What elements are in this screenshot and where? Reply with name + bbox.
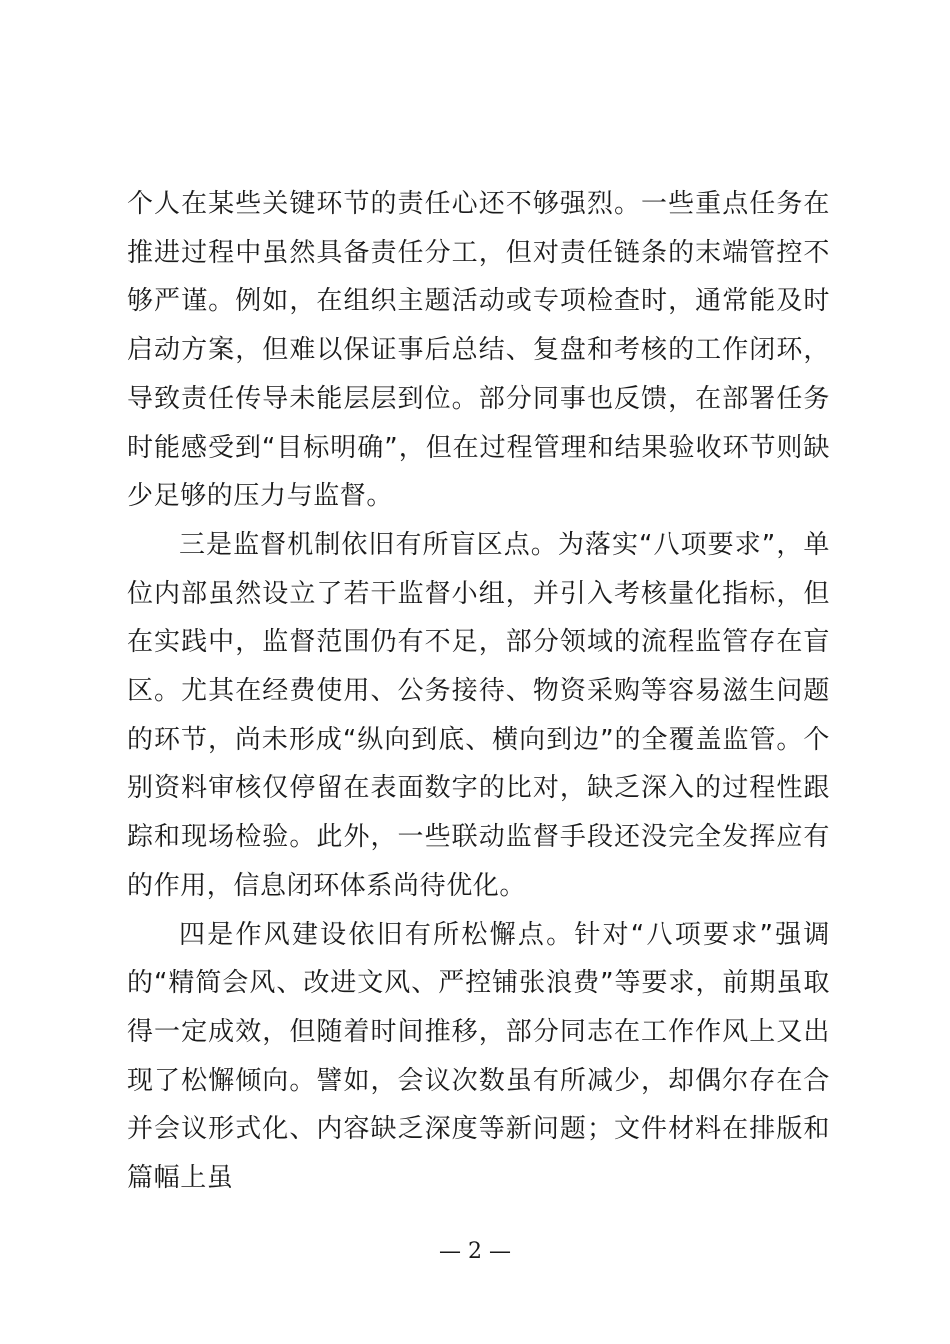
body-text bbox=[127, 180, 830, 1203]
paragraph-work-style-laxity: 四是作风建设依旧有所松懈点。针对“八项要求”强调的“精简会风、改进文风、严控铺张浪费”等要求，前期虽取得一定成效，但随着时间推移，部分同志在工作作风上又出现了松懈倾向。譬如，会议次数虽有所减少，却偶尔存在合并会议形式化、内容缺乏深度等新问题；文件材料在排版和篇幅上虽 bbox=[127, 919, 830, 1194]
paragraph-continuation: 个人在某些关键环节的责任心还不够强烈。一些重点任务在推进过程中虽然具备责任分工，但对责任链条的末端管控不够严谨。例如，在组织主题活动或专项检查时，通常能及时启动方案，但难以保证事后总结、复盘和考核的工作闭环，导致责任传导未能层层到位。部分同事也反馈，在部署任务时能感受到“目标明确”，但在过程管理和结果验收环节则缺少足够的压力与监督。 bbox=[127, 189, 830, 512]
page-number: — 2 — bbox=[439, 1239, 511, 1264]
paragraph-supervision-blind-spots: 三是监督机制依旧有所盲区点。为落实“八项要求”，单位内部虽然设立了若干监督小组，并引入考核量化指标，但在实践中，监督范围仍有不足，部分领域的流程监管存在盲区。尤其在经费使用、公务接待、物资采购等容易滋生问题的环节，尚未形成“纵向到底、横向到边”的全覆盖监管。个别资料审核仅停留在表面数字的比对，缺乏深入的过程性跟踪和现场检验。此外，一些联动监督手段还没完全发挥应有的作用，信息闭环体系尚待优化。 bbox=[127, 529, 830, 901]
